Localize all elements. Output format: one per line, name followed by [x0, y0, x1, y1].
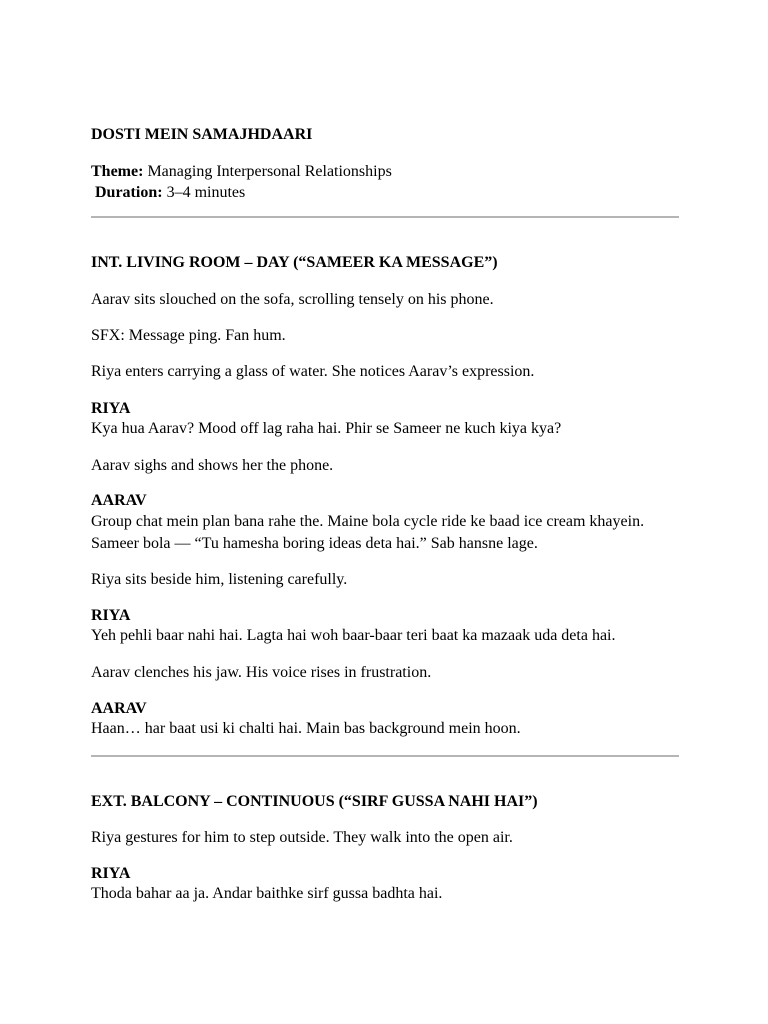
dialogue-line: Thoda bahar aa ja. Andar baithke sirf gussa badhta hai.	[91, 885, 443, 902]
duration-label: Duration:	[95, 184, 163, 201]
duration-value: 3–4 minutes	[162, 184, 246, 201]
scene-heading-living-room: INT. LIVING ROOM – DAY (“SAMEER KA MESSAGE”)	[91, 254, 498, 271]
speaker-name: RIYA	[91, 865, 131, 882]
duration-line	[95, 183, 245, 203]
action-line: Aarav clenches his jaw. His voice rises in frustration.	[91, 664, 432, 681]
document-title: DOSTI MEIN SAMAJHDAARI	[91, 126, 313, 143]
speaker-name: AARAV	[91, 492, 147, 509]
action-line: Riya gestures for him to step outside. They walk into the open air.	[91, 829, 513, 846]
dialogue-line: Kya hua Aarav? Mood off lag raha hai. Phir se Sameer ne kuch kiya kya?	[91, 420, 562, 437]
theme-label: Theme:	[91, 163, 144, 180]
theme-line	[91, 162, 392, 182]
script-page	[91, 0, 679, 1024]
speaker-name: AARAV	[91, 700, 147, 717]
section-divider	[91, 216, 679, 218]
dialogue-line: Group chat mein plan bana rahe the. Maine bola cycle ride ke baad ice cream khayein. Sameer bola — “Tu hamesha boring ideas deta hai.” Sab hansne lage.	[91, 513, 645, 552]
section-divider	[91, 755, 679, 757]
theme-value: Managing Interpersonal Relationships	[143, 163, 392, 180]
speaker-name: RIYA	[91, 400, 131, 417]
scene-heading-balcony: EXT. BALCONY – CONTINUOUS (“SIRF GUSSA NAHI HAI”)	[91, 793, 538, 810]
action-line: Aarav sits slouched on the sofa, scrolling tensely on his phone.	[91, 291, 494, 308]
action-line: Riya sits beside him, listening carefully.	[91, 571, 348, 588]
sfx-line: SFX: Message ping. Fan hum.	[91, 327, 286, 344]
action-line: Riya enters carrying a glass of water. She notices Aarav’s expression.	[91, 363, 535, 380]
dialogue-line: Yeh pehli baar nahi hai. Lagta hai woh baar-baar teri baat ka mazaak uda deta hai.	[91, 627, 616, 644]
speaker-name: RIYA	[91, 607, 131, 624]
action-line: Aarav sighs and shows her the phone.	[91, 457, 334, 474]
dialogue-line: Haan… har baat usi ki chalti hai. Main bas background mein hoon.	[91, 720, 521, 737]
